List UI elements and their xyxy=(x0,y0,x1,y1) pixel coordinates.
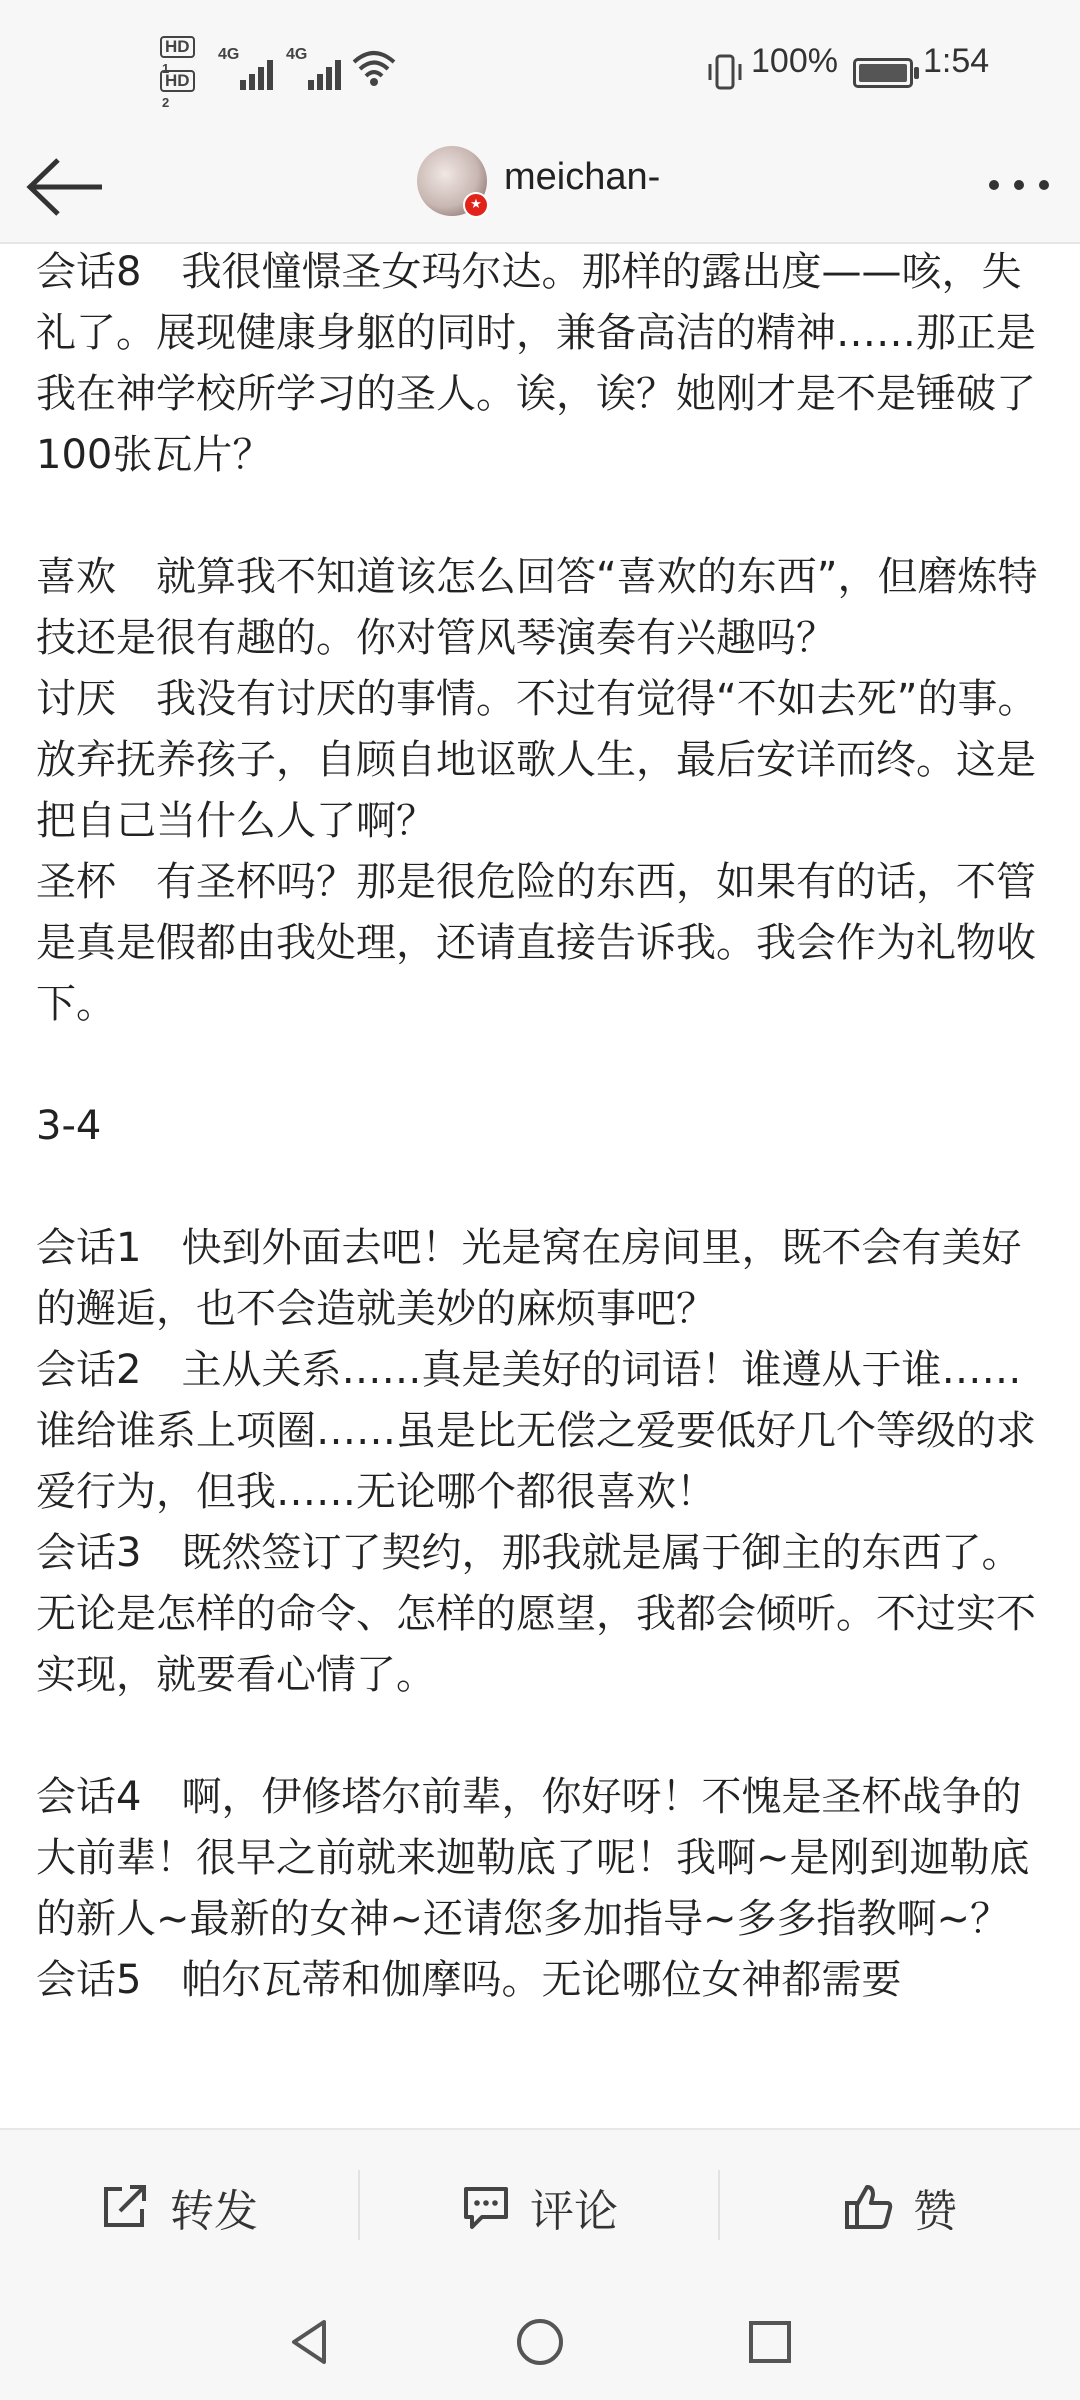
username[interactable]: meichan- xyxy=(504,156,661,198)
post-paragraph: 会话3 既然签订了契约，那我就是属于御主的东西了。无论是怎样的命令、怎样的愿望，我都会倾听。不过实不实现，就要看心情了。 xyxy=(36,1530,1036,1698)
post-paragraph: 会话5 帕尔瓦蒂和伽摩吗。无论哪位女神都需要 xyxy=(36,1957,902,2003)
comment-icon xyxy=(460,2183,512,2231)
clock: 1:54 xyxy=(923,42,990,80)
post-paragraph: 喜欢 就算我不知道该怎么回答“喜欢的东西”，但磨炼特技还是很有趣的。你对管风琴演奏有兴趣吗？ xyxy=(36,554,1038,661)
hd1-sub: 1 xyxy=(162,61,170,76)
system-nav-bar xyxy=(0,2282,1080,2400)
network-label-1: 4G xyxy=(218,46,240,63)
nav-recents-button[interactable] xyxy=(740,2312,800,2372)
square-recents-icon xyxy=(740,2312,800,2372)
post-paragraph: 会话1 快到外面去吧！光是窝在房间里，既不会有美好的邂逅，也不会造就美妙的麻烦事吧？ xyxy=(36,1225,1022,1332)
like-button[interactable] xyxy=(720,2130,1080,2284)
more-dots-icon xyxy=(984,160,1054,210)
share-label: 转发 xyxy=(170,2186,258,2237)
hd-icon xyxy=(160,70,195,112)
share-icon xyxy=(100,2183,152,2231)
hd1-label: HD xyxy=(160,36,195,58)
paragraph-gap xyxy=(36,1706,1046,1767)
hd2-label: HD xyxy=(160,70,195,92)
post-paragraph: 圣杯 有圣杯吗？那是很危险的东西，如果有的话，不管是真是假都由我处理，还请直接告诉我。我会作为礼物收下。 xyxy=(36,859,1036,1027)
paragraph-gap xyxy=(36,1035,1046,1096)
circle-home-icon xyxy=(510,2312,570,2372)
post-content xyxy=(36,242,1046,2122)
post-header xyxy=(0,130,1080,244)
wifi-icon xyxy=(350,48,398,88)
battery-icon xyxy=(853,58,913,88)
section-heading: 3-4 xyxy=(36,1103,102,1149)
hd2-sub: 2 xyxy=(162,95,170,110)
nav-home-button[interactable] xyxy=(510,2312,570,2372)
action-bar xyxy=(0,2128,1080,2284)
network-label-2: 4G xyxy=(286,46,308,63)
post-paragraph: 会话2 主从关系……真是美好的词语！谁遵从于谁……谁给谁系上项圈……虽是比无偿之爱要低好几个等级的求爱行为，但我……无论哪个都很喜欢！ xyxy=(36,1347,1036,1515)
like-label: 赞 xyxy=(913,2186,957,2237)
status-right xyxy=(705,42,1005,92)
triangle-back-icon xyxy=(280,2312,340,2372)
nav-back-button[interactable] xyxy=(280,2312,340,2372)
paragraph-gap xyxy=(36,486,1046,547)
paragraph-gap xyxy=(36,1157,1046,1218)
comment-button[interactable] xyxy=(360,2130,718,2284)
more-button[interactable] xyxy=(984,160,1054,210)
battery-percent: 100% xyxy=(751,42,838,80)
status-bar xyxy=(0,0,1080,130)
back-button[interactable] xyxy=(20,152,110,222)
post-paragraph: 会话4 啊，伊修塔尔前辈，你好呀！不愧是圣杯战争的大前辈！很早之前就来迦勒底了呢！我啊~是刚到迦勒底的新人~最新的女神~还请您多加指导~多多指教啊~？ xyxy=(36,1774,1030,1942)
comment-label: 评论 xyxy=(530,2186,618,2237)
post-paragraph: 会话8 我很憧憬圣女玛尔达。那样的露出度——咳，失礼了。展现健康身躯的同时，兼备高洁的精神……那正是我在神学校所学习的圣人。诶，诶？她刚才是不是锤破了100张瓦片？ xyxy=(36,249,1036,478)
arrow-left-icon xyxy=(20,152,110,222)
post-paragraph: 讨厌 我没有讨厌的事情。不过有觉得“不如去死”的事。放弃抚养孩子，自顾自地讴歌人生，最后安详而终。这是把自己当什么人了啊？ xyxy=(36,676,1038,844)
avatar[interactable] xyxy=(417,146,487,216)
verified-badge-icon: ★ xyxy=(463,192,489,218)
share-button[interactable] xyxy=(0,2130,358,2284)
vibrate-icon xyxy=(705,54,745,90)
thumbs-up-icon xyxy=(843,2183,895,2231)
